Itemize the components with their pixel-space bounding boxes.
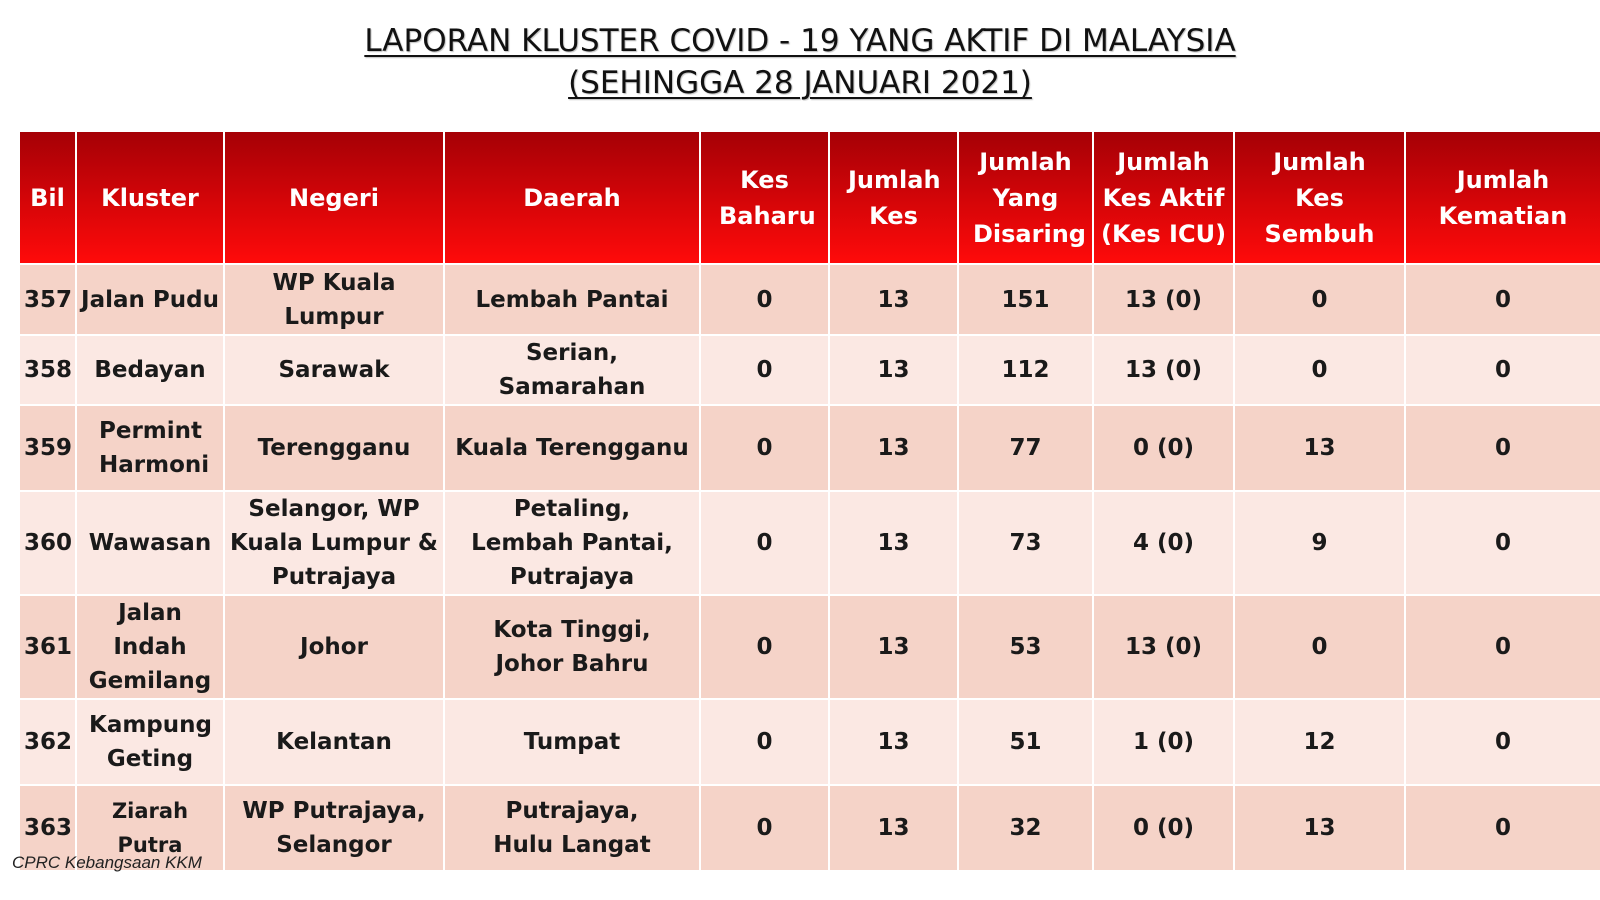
cell-kluster: Ziarah Putra [76, 785, 224, 871]
cell-kematian: 0 [1405, 491, 1600, 595]
cell-jumlah-disaring: 51 [958, 699, 1093, 785]
cell-negeri: Sarawak [224, 335, 444, 405]
title-line-2: (SEHINGGA 28 JANUARI 2021) [568, 65, 1032, 101]
header-daerah: Daerah [444, 131, 700, 264]
cell-daerah: Kota Tinggi, Johor Bahru [444, 595, 700, 699]
cell-bil: 360 [19, 491, 76, 595]
cell-kes-baharu: 0 [700, 405, 829, 491]
header-kluster: Kluster [76, 131, 224, 264]
header-kes-aktif: Jumlah Kes Aktif (Kes ICU) [1093, 131, 1234, 264]
cell-kematian: 0 [1405, 335, 1600, 405]
cell-jumlah-kes: 13 [829, 405, 958, 491]
cell-kluster: Bedayan [76, 335, 224, 405]
cell-daerah: Petaling, Lembah Pantai, Putrajaya [444, 491, 700, 595]
cell-kes-aktif: 4 (0) [1093, 491, 1234, 595]
header-kes-sembuh: Jumlah Kes Sembuh [1234, 131, 1405, 264]
cell-kes-aktif: 0 (0) [1093, 785, 1234, 871]
cell-daerah: Kuala Terengganu [444, 405, 700, 491]
cell-jumlah-kes: 13 [829, 595, 958, 699]
cell-daerah: Tumpat [444, 699, 700, 785]
cell-daerah: Lembah Pantai [444, 264, 700, 335]
cell-negeri: Selangor, WP Kuala Lumpur & Putrajaya [224, 491, 444, 595]
cell-kes-aktif: 13 (0) [1093, 335, 1234, 405]
cell-kes-baharu: 0 [700, 264, 829, 335]
cell-kluster: Kampung Geting [76, 699, 224, 785]
header-row [19, 131, 1600, 264]
cell-negeri: Terengganu [224, 405, 444, 491]
cell-negeri: WP Putrajaya, Selangor [224, 785, 444, 871]
header-kes-baharu: Kes Baharu [700, 131, 829, 264]
cell-kes-baharu: 0 [700, 699, 829, 785]
cell-jumlah-disaring: 32 [958, 785, 1093, 871]
cell-kes-baharu: 0 [700, 491, 829, 595]
cell-kes-sembuh: 12 [1234, 699, 1405, 785]
cell-kes-baharu: 0 [700, 595, 829, 699]
cell-jumlah-kes: 13 [829, 335, 958, 405]
cell-kematian: 0 [1405, 699, 1600, 785]
cell-negeri: Kelantan [224, 699, 444, 785]
cell-kes-sembuh: 13 [1234, 405, 1405, 491]
cell-kes-sembuh: 0 [1234, 595, 1405, 699]
cell-bil: 359 [19, 405, 76, 491]
table-row [19, 264, 1600, 335]
table-row [19, 335, 1600, 405]
cell-jumlah-disaring: 112 [958, 335, 1093, 405]
cell-kematian: 0 [1405, 785, 1600, 871]
cell-jumlah-disaring: 77 [958, 405, 1093, 491]
cell-jumlah-kes: 13 [829, 264, 958, 335]
header-jumlah-kes: Jumlah Kes [829, 131, 958, 264]
table-row [19, 699, 1600, 785]
header-kematian: Jumlah Kematian [1405, 131, 1600, 264]
cluster-table [18, 130, 1600, 872]
cell-kes-aktif: 1 (0) [1093, 699, 1234, 785]
cell-kematian: 0 [1405, 264, 1600, 335]
cell-kes-baharu: 0 [700, 335, 829, 405]
table-row [19, 785, 1600, 871]
cell-negeri: Johor [224, 595, 444, 699]
cell-jumlah-disaring: 73 [958, 491, 1093, 595]
cell-kes-aktif: 13 (0) [1093, 264, 1234, 335]
header-bil: Bil [19, 131, 76, 264]
report-title [0, 20, 1600, 104]
cell-jumlah-kes: 13 [829, 699, 958, 785]
cell-negeri: WP Kuala Lumpur [224, 264, 444, 335]
cell-bil: 358 [19, 335, 76, 405]
cell-bil: 363 [19, 785, 76, 871]
cell-jumlah-kes: 13 [829, 491, 958, 595]
cell-kluster: Jalan Indah Gemilang [76, 595, 224, 699]
cell-kluster: Permint Harmoni [76, 405, 224, 491]
cell-bil: 357 [19, 264, 76, 335]
cell-kes-sembuh: 0 [1234, 335, 1405, 405]
cell-jumlah-kes: 13 [829, 785, 958, 871]
cell-kes-aktif: 13 (0) [1093, 595, 1234, 699]
cell-daerah: Putrajaya, Hulu Langat [444, 785, 700, 871]
table-row [19, 405, 1600, 491]
cell-kematian: 0 [1405, 595, 1600, 699]
cell-daerah: Serian, Samarahan [444, 335, 700, 405]
cell-bil: 362 [19, 699, 76, 785]
cell-kes-sembuh: 0 [1234, 264, 1405, 335]
cell-kes-baharu: 0 [700, 785, 829, 871]
cell-kluster: Wawasan [76, 491, 224, 595]
cell-kes-sembuh: 9 [1234, 491, 1405, 595]
cell-kes-sembuh: 13 [1234, 785, 1405, 871]
cell-kes-aktif: 0 (0) [1093, 405, 1234, 491]
cell-bil: 361 [19, 595, 76, 699]
cell-jumlah-disaring: 53 [958, 595, 1093, 699]
title-line-1: LAPORAN KLUSTER COVID - 19 YANG AKTIF DI MALAYSIA [364, 23, 1236, 59]
table-row [19, 491, 1600, 595]
cell-kematian: 0 [1405, 405, 1600, 491]
header-jumlah-disaring: Jumlah Yang Disaring [958, 131, 1093, 264]
cell-jumlah-disaring: 151 [958, 264, 1093, 335]
cell-kluster: Jalan Pudu [76, 264, 224, 335]
table-row [19, 595, 1600, 699]
source-footnote: CPRC Kebangsaan KKM [12, 853, 202, 872]
header-negeri: Negeri [224, 131, 444, 264]
